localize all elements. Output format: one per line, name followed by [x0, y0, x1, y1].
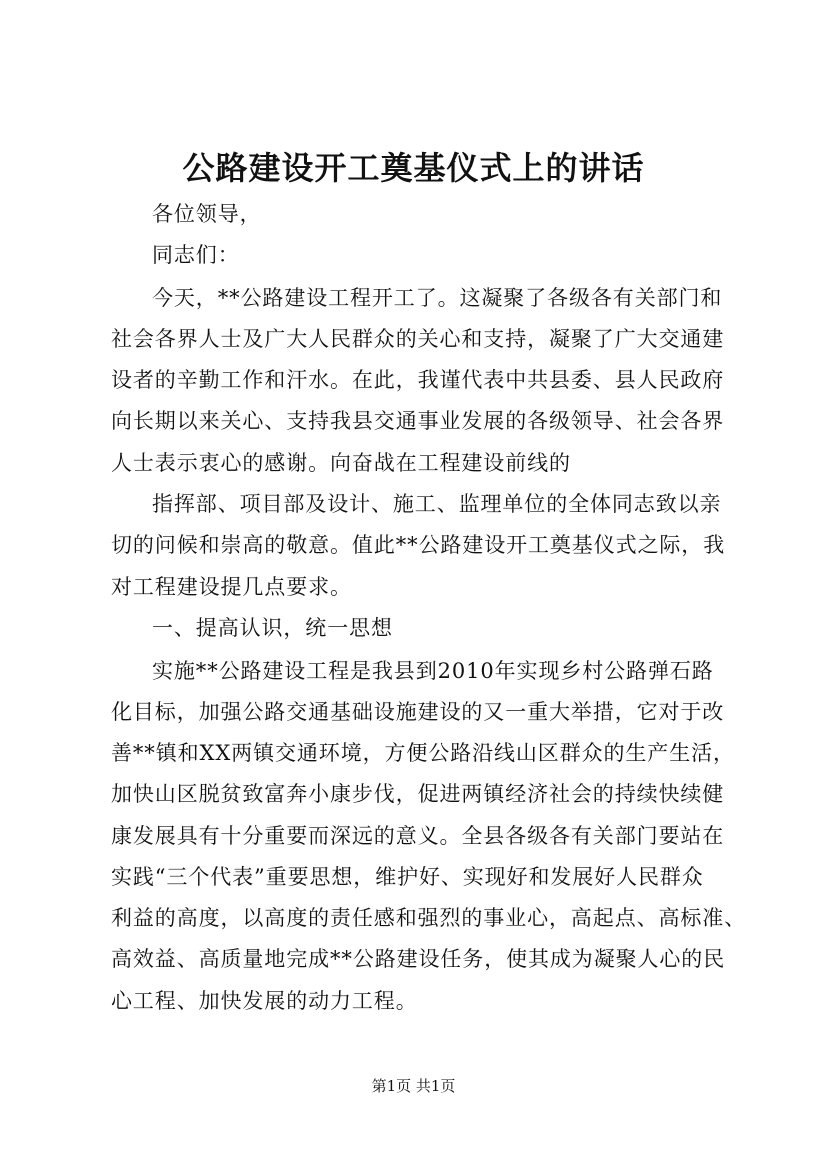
page-footer: 第1页 共1页: [371, 1077, 456, 1095]
paragraph-line: 善**镇和XX两镇交通环境，方便公路沿线山区群众的生产生活，: [111, 741, 735, 765]
paragraph-line: 加快山区脱贫致富奔小康步伐，促进两镇经济社会的持续快续健: [111, 782, 725, 806]
paragraph-line: 化目标，加强公路交通基础设施建设的又一重大举措，它对于改: [111, 700, 725, 724]
paragraph-line: 社会各界人士及广大人民群众的关心和支持，凝聚了广大交通建: [111, 327, 725, 351]
paragraph-line: 康发展具有十分重要而深远的意义。全县各级各有关部门要站在: [111, 824, 725, 848]
paragraph-line: 切的问候和崇高的敬意。值此**公路建设开工奠基仪式之际，我: [111, 533, 726, 557]
salutation-line: 各位领导，: [152, 202, 262, 226]
paragraph-line: 今天，**公路建设工程开工了。这凝聚了各级各有关部门和: [152, 286, 723, 310]
paragraph-line: 人士表示衷心的感谢。向奋战在工程建设前线的: [111, 451, 571, 475]
paragraph-line: 利益的高度，以高度的责任感和强烈的事业心，高起点、高标准、: [111, 906, 747, 930]
salutation-line: 同志们：: [152, 243, 240, 267]
paragraph-line: 实践“三个代表”重要思想，维护好、实现好和发展好人民群众: [111, 865, 704, 889]
paragraph-line: 对工程建设提几点要求。: [111, 575, 352, 599]
section-heading: 一、提高认识，统一思想: [152, 616, 393, 640]
paragraph-line: 指挥部、项目部及设计、施工、监理单位的全体同志致以亲: [152, 492, 722, 516]
document-title: 公路建设开工奠基仪式上的讲话: [182, 149, 645, 187]
paragraph-line: 向长期以来关心、支持我县交通事业发展的各级领导、社会各界: [111, 409, 725, 433]
paragraph-line: 心工程、加快发展的动力工程。: [111, 989, 418, 1013]
paragraph-line: 高效益、高质量地完成**公路建设任务，使其成为凝聚人心的民: [111, 947, 726, 971]
paragraph-line: 实施**公路建设工程是我县到2010年实现乡村公路弹石路: [152, 659, 714, 683]
paragraph-line: 设者的辛勤工作和汗水。在此，我谨代表中共县委、县人民政府: [111, 368, 725, 392]
